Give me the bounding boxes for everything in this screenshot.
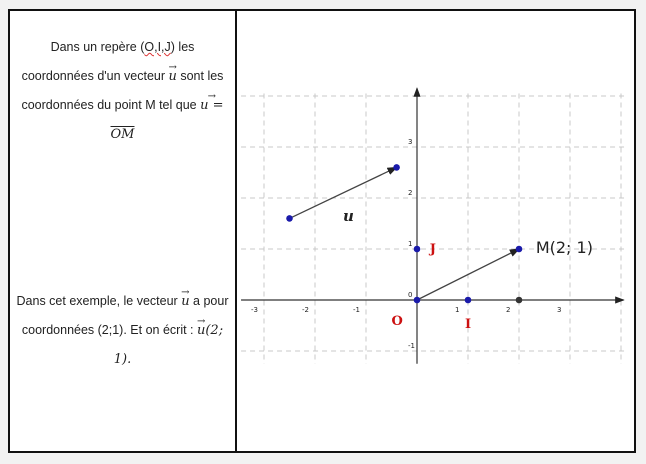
point-marker [414,246,421,253]
point-marker [286,215,293,222]
x-tick-label: 2 [506,306,511,314]
origin-tick-label: 0 [408,291,413,299]
vector-coordinates: (2; 1). [113,323,224,367]
point-marker [516,297,523,304]
example-paragraph [16,287,229,374]
y-tick-label: -1 [408,342,415,350]
y-tick-label: 2 [408,189,413,197]
example-text: a pour coordonnées (2;1). Et on écrit : [21,294,229,337]
example-text: Dans cet exemple, le vecteur [16,294,182,308]
x-tick-label: -3 [251,306,258,314]
x-tick-label: 3 [557,306,562,314]
axes [241,88,624,363]
definition-text: sont les coordonnées du point M tel que [21,69,224,112]
point-m-label: M(2; 1) [535,238,593,258]
definition-text: Dans un repère ( [50,40,145,54]
document-page [8,9,636,453]
point-marker [414,297,421,304]
point-j-label: J [429,242,436,257]
coordinate-graph [237,11,634,451]
point-marker [516,246,523,253]
x-tick-label: -1 [353,306,360,314]
graph-svg [237,11,634,451]
x-tick-label: 1 [455,306,460,314]
vector-om-symbol: $\overline{OM}$ [110,127,135,142]
vector-equation: → u = [200,91,223,120]
grid-lines [241,93,626,363]
definition-text: ) les coordonnées d'un vecteur [21,40,195,83]
x-tick-label: -2 [302,306,309,314]
y-tick-label: 3 [408,138,413,146]
point-o-label: O [391,314,403,329]
definition-paragraph [16,33,229,149]
text-column [10,11,235,451]
vector-u-symbol: → u [169,62,177,91]
y-tick-label: 1 [408,240,413,248]
vector-u-label: u [343,206,354,225]
vectors [290,167,520,300]
point-i-label: I [465,317,472,332]
vector-u-notation: → u [197,316,205,345]
point-marker [393,164,400,171]
tick-labels [251,138,561,350]
point-marker [465,297,472,304]
points [286,164,522,303]
vector-u-symbol: → u [181,287,189,316]
frame-name: O,I,J [144,40,171,54]
